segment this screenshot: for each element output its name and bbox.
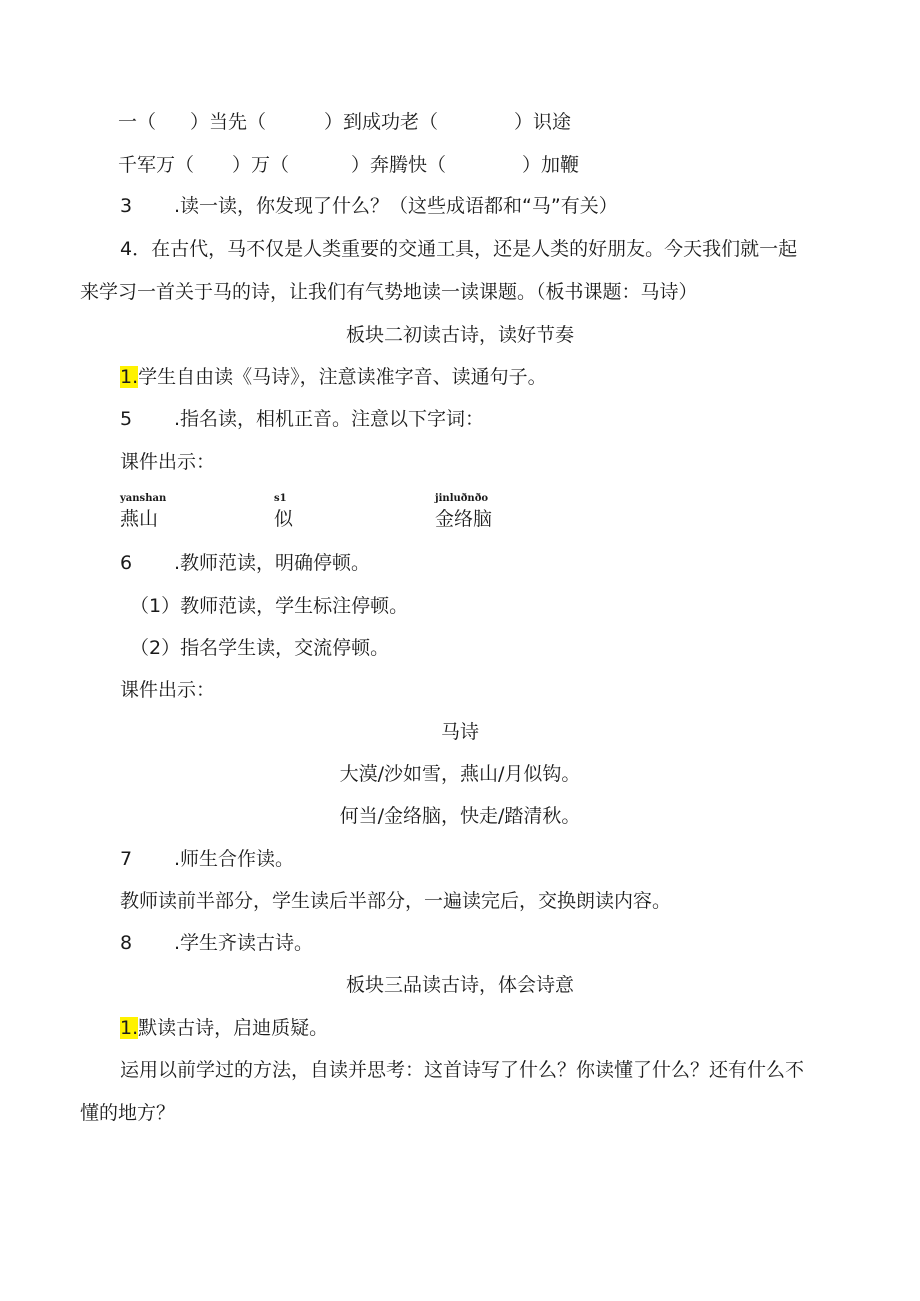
item-text: .教师范读，明确停顿。 [174, 552, 371, 574]
item-1-silent-reading [120, 1015, 328, 1041]
highlighted-number: 1. [120, 1017, 139, 1039]
item-text: 学生自由读《马诗》，注意读准字音、读通句子。 [138, 366, 547, 388]
item-6 [120, 550, 370, 576]
item-4-line-2: 来学习一首关于马的诗，让我们有气势地读一读课题。（板书课题：马诗） [80, 281, 698, 303]
pinyin-si: s1 [274, 493, 287, 504]
closing-line-2: 懂的地方？ [80, 1102, 176, 1124]
section-3-heading: 板块三品读古诗，体会诗意 [345, 974, 574, 996]
closing-line-1: 运用以前学过的方法，自读并思考：这首诗写了什么？你读懂了什么？还有什么不 [120, 1059, 805, 1081]
poem-line-1: 大漠/沙如雪，燕山/月似钩。 [339, 763, 581, 785]
section-2-heading: 板块二初读古诗，读好节奏 [345, 324, 574, 346]
item-4-line-1: 4．在古代，马不仅是人类重要的交通工具，还是人类的好朋友。今天我们就一起 [120, 238, 798, 260]
item-number: 6 [120, 552, 133, 574]
highlighted-number: 1. [120, 366, 139, 388]
courseware-label: 课件出示： [120, 451, 216, 473]
item-text: 默读古诗，启迪质疑。 [138, 1017, 329, 1039]
item-5 [120, 406, 484, 432]
pinyin-yanshan: yanshan [120, 493, 167, 504]
item-3 [120, 193, 618, 219]
item-7-detail: 教师读前半部分，学生读后半部分，一遍读完后，交换朗读内容。 [120, 890, 672, 912]
item-number: 8 [120, 932, 133, 954]
fill-text: 一（ [118, 111, 157, 133]
fill-text: ）到成功老（ [324, 111, 439, 133]
idiom-fill-row-2 [118, 152, 579, 178]
poem-line-2: 何当/金络脑，快走/踏清秋。 [339, 805, 581, 827]
item-text: .读一读，你发现了什么？（这些成语都和“马”有关） [174, 195, 618, 217]
pinyin-jinluonao: jinluðnðo [435, 493, 489, 504]
word-si: 似 [274, 508, 294, 530]
fill-text: ）万（ [232, 154, 290, 176]
fill-text: ）当先（ [190, 111, 267, 133]
poem-title: 马诗 [440, 721, 479, 743]
item-6-sub-2: （2）指名学生读，交流停顿。 [130, 637, 390, 659]
item-text: .师生合作读。 [174, 848, 295, 870]
fill-text: ）奔腾快（ [351, 154, 447, 176]
item-8 [120, 930, 313, 956]
item-6-sub-1: （1）教师范读，学生标注停顿。 [130, 595, 409, 617]
item-7 [120, 846, 294, 872]
word-jinluonao: 金络脑 [435, 508, 493, 530]
item-number: 3 [120, 195, 133, 217]
idiom-fill-row-1 [118, 109, 571, 135]
item-text: .学生齐读古诗。 [174, 932, 314, 954]
fill-text: ）识途 [514, 111, 572, 133]
fill-text: ）加鞭 [522, 154, 580, 176]
item-number: 5 [120, 408, 133, 430]
item-text: .指名读，相机正音。注意以下字词： [174, 408, 485, 430]
courseware-label: 课件出示： [120, 679, 216, 701]
item-1-free-reading [120, 364, 547, 390]
fill-text: 千军万（ [118, 154, 195, 176]
word-yanshan: 燕山 [120, 508, 159, 530]
item-number: 7 [120, 848, 133, 870]
